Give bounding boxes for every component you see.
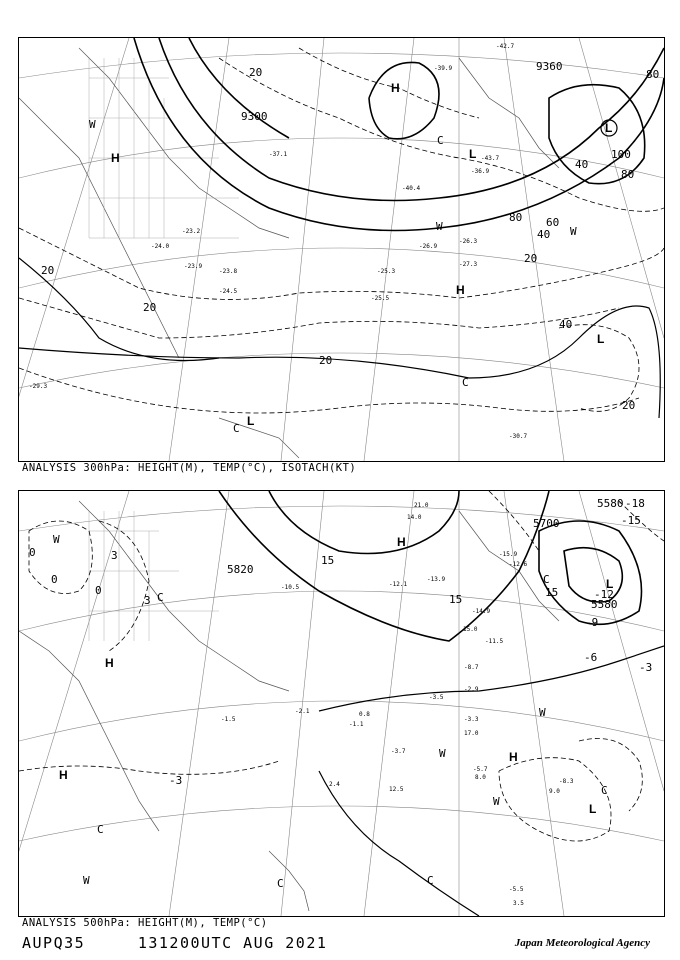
temp-contour-label: 15 [321, 554, 335, 567]
isotach-solid [19, 258, 660, 418]
svg-text:9.0: 9.0 [549, 788, 560, 795]
contour-label-5700: 5700 [533, 517, 560, 530]
chart-datetime: 131200UTC AUG 2021 [137, 934, 328, 952]
svg-text:21.0: 21.0 [414, 502, 429, 509]
cold-mark: C [543, 573, 550, 586]
svg-text:-5.5: -5.5 [509, 886, 524, 893]
temp-contour-label: 15 [545, 586, 559, 599]
isotach-label: 80 [621, 168, 635, 181]
svg-text:-23.2: -23.2 [182, 228, 201, 235]
svg-text:-10.5: -10.5 [281, 584, 300, 591]
temp-contour-label: 0 [29, 546, 36, 559]
svg-text:-30.7: -30.7 [509, 433, 528, 440]
temp-contour-label: 3 [144, 594, 151, 607]
svg-text:15.0: 15.0 [463, 626, 478, 633]
low-pressure-center: L [605, 121, 613, 135]
warm-mark: W [439, 747, 446, 760]
warm-mark: W [53, 533, 60, 546]
svg-text:-8.7: -8.7 [464, 664, 479, 671]
isotach-label: 80 [509, 211, 523, 224]
svg-text:-15.9: -15.9 [499, 551, 518, 558]
chart-footer [22, 934, 327, 952]
temp-contour-label: -9 [585, 616, 599, 629]
svg-text:0.8: 0.8 [359, 711, 370, 718]
warm-mark: W [83, 874, 90, 887]
high-pressure-center: H [111, 151, 120, 165]
map-500hpa-canvas [19, 491, 664, 916]
agency-name: Japan Meteorological Agency [514, 937, 650, 949]
height-contours [219, 491, 642, 641]
warm-mark: W [89, 118, 96, 131]
svg-text:-1.1: -1.1 [349, 721, 364, 728]
isotach-label: 100 [611, 148, 631, 161]
temp-contour-label: 0 [95, 584, 102, 597]
temp-contour-label: -18 [625, 497, 645, 510]
svg-text:-14.9: -14.9 [472, 608, 491, 615]
svg-text:-23.9: -23.9 [184, 263, 203, 270]
svg-text:-2.1: -2.1 [295, 708, 310, 715]
svg-text:2.4: 2.4 [329, 781, 340, 788]
cold-mark: C [97, 823, 104, 836]
contour-label-9360: 9360 [536, 60, 563, 73]
svg-text:-3.3: -3.3 [464, 716, 479, 723]
isotach-label: 40 [575, 158, 589, 171]
cold-mark: C [437, 134, 444, 147]
graticule-parallels [19, 53, 664, 388]
svg-text:-3.7: -3.7 [391, 748, 406, 755]
map-panel-500hpa [18, 490, 665, 917]
svg-text:-3.5: -3.5 [429, 694, 444, 701]
svg-text:-11.5: -11.5 [485, 638, 504, 645]
cold-mark: C [233, 422, 240, 435]
high-pressure-center: H [105, 656, 114, 670]
isotach-label: 60 [546, 216, 560, 229]
coastlines [19, 48, 559, 458]
svg-text:-12.1: -12.1 [389, 581, 408, 588]
temp-contour-label: -12 [594, 588, 614, 601]
isotach-label: 20 [524, 252, 538, 265]
svg-text:17.0: 17.0 [464, 730, 479, 737]
svg-text:-36.9: -36.9 [471, 168, 490, 175]
isotach-label: 80 [646, 68, 660, 81]
svg-text:-40.4: -40.4 [402, 185, 421, 192]
temp-contour-label: 0 [51, 573, 58, 586]
svg-text:-25.5: -25.5 [371, 295, 390, 302]
high-pressure-center: H [391, 81, 400, 95]
temp-contour-label: -3 [169, 774, 183, 787]
cold-mark: C [601, 784, 608, 797]
svg-text:-8.3: -8.3 [559, 778, 574, 785]
graticule-meridians [19, 38, 664, 461]
svg-text:-2.9: -2.9 [464, 686, 479, 693]
warm-mark: W [539, 706, 546, 719]
svg-text:-29.3: -29.3 [29, 383, 48, 390]
map-panel-300hpa [18, 37, 665, 462]
caption-500hpa: ANALYSIS 500hPa: HEIGHT(M), TEMP(°C) [22, 917, 268, 929]
coastlines [19, 501, 559, 911]
high-pressure-center: H [509, 750, 518, 764]
cold-mark: C [427, 874, 434, 887]
svg-text:-39.9: -39.9 [434, 65, 453, 72]
contour-label-5580: 5580 [597, 497, 624, 510]
height-contours [134, 38, 664, 231]
low-pressure-center: L [606, 577, 614, 591]
caption-300hpa: ANALYSIS 300hPa: HEIGHT(M), TEMP(°C), ISOTACH(KT) [22, 462, 357, 474]
svg-text:12.5: 12.5 [389, 786, 404, 793]
temp-contour-label: 3 [111, 549, 118, 562]
svg-text:-26.3: -26.3 [459, 238, 478, 245]
isotach-label: 40 [537, 228, 551, 241]
svg-text:-1.5: -1.5 [221, 716, 236, 723]
svg-text:-24.5: -24.5 [219, 288, 238, 295]
warm-mark: W [570, 225, 577, 238]
svg-text:-13.9: -13.9 [427, 576, 446, 583]
svg-text:3.5: 3.5 [513, 900, 524, 907]
temperature-solid [319, 646, 664, 916]
isotach-label: 20 [143, 301, 157, 314]
low-pressure-center: L [589, 802, 597, 816]
chart-code: AUPQ35 [22, 934, 86, 952]
svg-text:-27.3: -27.3 [459, 261, 478, 268]
temp-contour-label: -6 [584, 651, 598, 664]
svg-text:-26.9: -26.9 [419, 243, 438, 250]
svg-text:-23.8: -23.8 [219, 268, 238, 275]
svg-text:-24.0: -24.0 [151, 243, 170, 250]
high-pressure-center: H [456, 283, 465, 297]
temperature-contours [19, 48, 664, 413]
isotach-label: 20 [41, 264, 55, 277]
temp-contour-label: -3 [639, 661, 653, 674]
svg-text:-5.7: -5.7 [473, 766, 488, 773]
svg-text:-12.6: -12.6 [509, 561, 528, 568]
isotach-label: 40 [559, 318, 573, 331]
temp-contour-label: 15 [449, 593, 463, 606]
temperature-observations [29, 43, 527, 440]
warm-mark: W [436, 220, 443, 233]
contour-label-9300: 9300 [241, 110, 268, 123]
svg-text:-25.3: -25.3 [377, 268, 396, 275]
cold-mark: C [277, 877, 284, 890]
high-pressure-center: H [59, 768, 68, 782]
contour-label-5820: 5820 [227, 563, 254, 576]
temp-contour-label: -15 [621, 514, 641, 527]
svg-text:-42.7: -42.7 [496, 43, 515, 50]
cold-mark: C [462, 376, 469, 389]
low-pressure-center: L [597, 332, 605, 346]
cold-mark: C [157, 591, 164, 604]
temperature-contours [19, 491, 664, 841]
temperature-observations [221, 502, 574, 907]
isotach-label: 20 [249, 66, 263, 79]
map-300hpa-canvas [19, 38, 664, 461]
svg-text:-37.1: -37.1 [269, 151, 288, 158]
hatched-region [89, 58, 239, 238]
low-pressure-center: L [247, 414, 255, 428]
warm-mark: W [493, 795, 500, 808]
isotach-label: 20 [319, 354, 333, 367]
svg-text:8.0: 8.0 [475, 774, 486, 781]
low-pressure-center: L [469, 147, 477, 161]
high-pressure-center: H [397, 535, 406, 549]
svg-text:14.0: 14.0 [407, 514, 422, 521]
contour-label-5580: 5580 [591, 598, 618, 611]
svg-text:-43.7: -43.7 [481, 155, 500, 162]
isotach-label: 20 [622, 399, 636, 412]
